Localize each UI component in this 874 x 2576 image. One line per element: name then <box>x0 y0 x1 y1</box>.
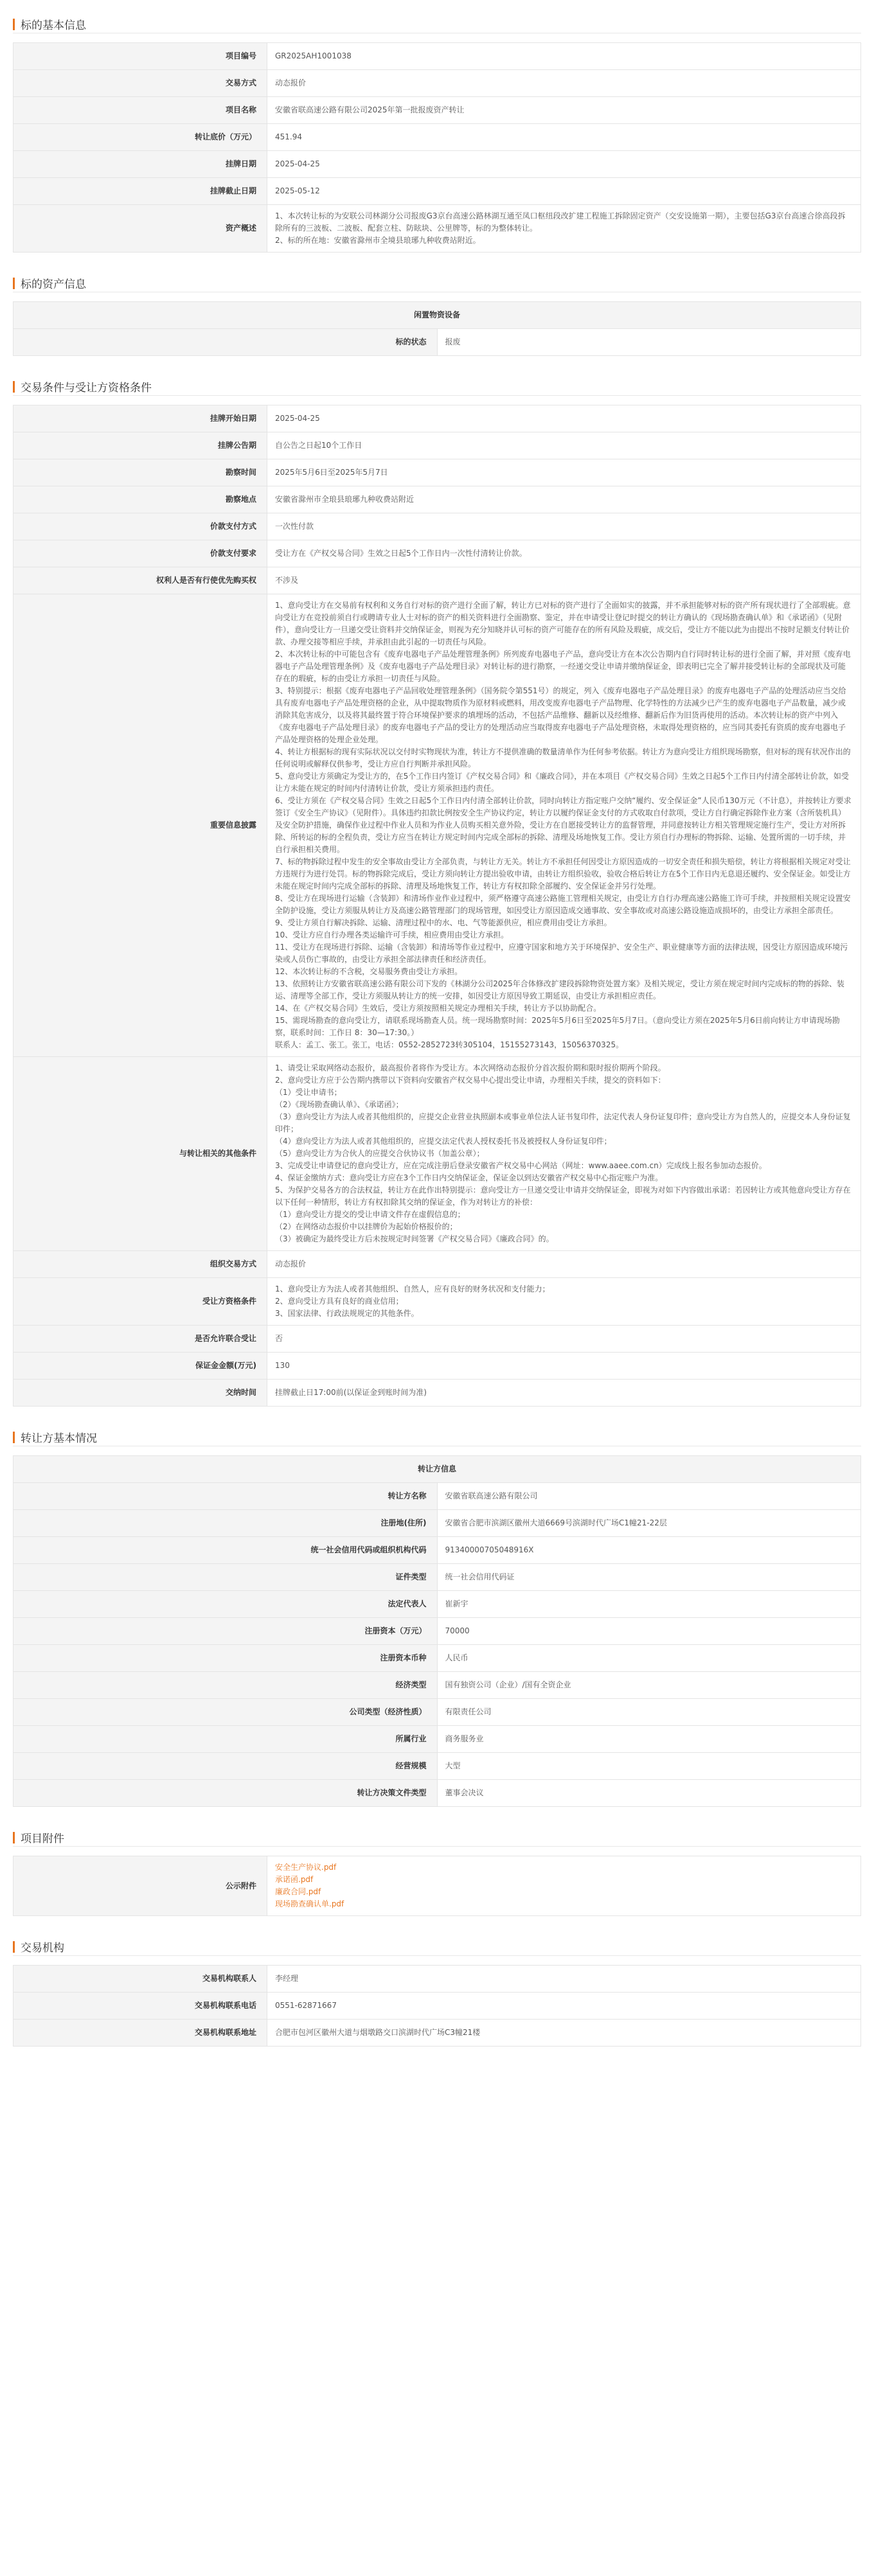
attachment-link[interactable]: 现场勘查确认单.pdf <box>275 1899 344 1908</box>
accent-bar <box>13 1941 15 1953</box>
section-basic-info <box>13 15 861 253</box>
info-row <box>13 2020 861 2047</box>
info-row <box>13 1353 861 1380</box>
field-value: 2025-04-25 <box>267 151 861 178</box>
field-label: 转让方决策文件类型 <box>13 1780 438 1807</box>
caption-row <box>13 1456 861 1483</box>
field-value: 统一社会信用代码证 <box>437 1564 861 1591</box>
field-label: 挂牌开始日期 <box>13 405 267 432</box>
info-row <box>13 1483 861 1510</box>
field-label: 交纳时间 <box>13 1380 267 1407</box>
text-line: 3、完成受让申请登记的意向受让方，应在完成注册后登录安徽省产权交易中心网站（网址：www.aaee.com.cn）完成线上报名参加动态报价。 <box>275 1161 767 1170</box>
text-line: 2、标的所在地：安徽省滁州市全境县琅琊九种收费站附近。 <box>275 236 481 245</box>
info-row <box>13 178 861 205</box>
text-line: （2）《现场勘查确认单》、《承诺函》； <box>275 1100 404 1109</box>
info-row <box>13 1326 861 1353</box>
asset-overview-row <box>13 205 861 253</box>
field-label: 价款支付方式 <box>13 513 267 540</box>
field-label: 交易机构联系地址 <box>13 2020 267 2047</box>
attachment-list <box>267 1856 861 1916</box>
text-line: 1、意向受让方在交易前有权利和义务自行对标的资产进行全面了解，转让方已对标的资产进行了全面如实的披露，并不承担能够对标的资产所有现状进行了全部瑕疵。意向受让方在竞投前须自行或聘请专业人士对标的资产的相关资料进行全面勘察、鉴定，并在申请受让登记时提交的转让方确认的《现场勘查确认单》和《承诺函》（见附件），意向受让方一旦递交受让资料并交纳保证金，则视为充分知晓并认可标的资产可能存在的所有风险及瑕疵，成交后，受让方不能以此为由提出不按时足额支付转让价款、办理交接等相应手续，并承担由此引起的一切责任与风险。 <box>275 601 851 646</box>
field-value: 大型 <box>437 1753 861 1780</box>
qualification-row <box>13 1278 861 1326</box>
text-line: （5）意向受让方为合伙人的应提交合伙协议书（加盖公章）； <box>275 1149 485 1158</box>
text-line: （1）意向受让方提交的受让申请文件存在虚假信息的； <box>275 1210 465 1219</box>
field-label: 标的状态 <box>13 329 438 356</box>
asset-info-table <box>13 301 861 356</box>
text-line: 3、特别提示：根据《废弃电器电子产品回收处理管理条例》（国务院令第551号）的规定，列入《废弃电器电子产品处理目录》的废弃电器电子产品的处理活动应当交给具有废弃电器电子产品处理资格的企业，从中提取物质作为原材料或燃料，用改变废弃电器电子产品物理、化学特性的方法减少已产生的废弃电器电子产品数量，减少或消除其危害成分，以及将其最终置于符合环境保护要求的填埋场的活动，不包括产品维修、翻新以及经维修、翻新后作为旧货再使用的活动。本次转让标的资产中列入《废弃电器电子产品处理目录》的废弃电器电子产品的受让方的处理活动应当取得废弃电器电子产品处理资格，未取得处理资格的，应当同其委托有资质的废弃电器电子产品处理资格的处理企业处理。 <box>275 686 846 744</box>
field-label: 法定代表人 <box>13 1591 438 1618</box>
field-label: 交易机构联系电话 <box>13 1993 267 2020</box>
field-value <box>267 1278 861 1326</box>
text-line: 9、受让方须自行解决拆除、运输、清理过程中的水、电、气等能源供应，相应费用由受让方承担。 <box>275 918 612 927</box>
text-line: 1、本次转让标的为安联公司林湖分公司报废G3京台高速公路林湖互通至凤口枢纽段改扩建工程施工拆除固定资产（交安设施第一期），主要包括G3京台高速合徐高段拆除所有的三波板、二波板、配套立柱、防眩块、公里牌等，标的为整体转让。 <box>275 211 846 233</box>
info-row <box>13 1993 861 2020</box>
field-value: 国有独资公司（企业）/国有全资企业 <box>437 1672 861 1699</box>
field-label: 勘察地点 <box>13 486 267 513</box>
field-value: 一次性付款 <box>267 513 861 540</box>
section-header <box>13 15 861 33</box>
info-row <box>13 1753 861 1780</box>
field-value: 否 <box>267 1326 861 1353</box>
field-label: 权利人是否有行使优先购买权 <box>13 567 267 594</box>
field-value: 2025-04-25 <box>267 405 861 432</box>
transferor-table <box>13 1455 861 1807</box>
info-row <box>13 1564 861 1591</box>
accent-bar <box>13 19 15 30</box>
text-line: 4、保证金缴纳方式：意向受让方应在3个工作日内交纳保证金，保证金以到达安徽省产权交易中心指定账户为准。 <box>275 1173 663 1182</box>
section-header <box>13 378 861 396</box>
info-row <box>13 432 861 459</box>
text-line: 15、需现场勘查的意向受让方，请联系现场勘查人员。统一现场勘察时间：2025年5月6日至2025年5月7日。（意向受让方须在2025年5月6日前向转让方申请现场勘察，联系时间：工作日 8：30—17:30。） <box>275 1016 840 1037</box>
text-line: 14、在《产权交易合同》生效后，受让方须按照相关规定办理相关手续，转让方予以协助配合。 <box>275 1004 602 1013</box>
section-title: 项目附件 <box>21 1833 64 1845</box>
field-value: 2025-05-12 <box>267 178 861 205</box>
text-line: 2、意向受让方具有良好的商业信用； <box>275 1297 404 1306</box>
field-value: 0551-62871667 <box>267 1993 861 2020</box>
text-line: 5、意向受让方须确定为受让方的，在5个工作日内签订《产权交易合同》和《廉政合同》，并在本项目《产权交易合同》生效之日起5个工作日内付清全部转让价款，如受让方未能在规定的时间内付清转让价款，受让方须承担违约责任。 <box>275 772 849 793</box>
important-info-row <box>13 594 861 1057</box>
section-title: 标的基本信息 <box>21 19 86 32</box>
info-row <box>13 70 861 97</box>
info-row <box>13 540 861 567</box>
info-row <box>13 1251 861 1278</box>
field-value: 2025年5月6日至2025年5月7日 <box>267 459 861 486</box>
info-row <box>13 1510 861 1537</box>
field-label: 注册资本币种 <box>13 1645 438 1672</box>
section-title: 标的资产信息 <box>21 278 86 291</box>
field-value: 自公告之日起10个工作日 <box>267 432 861 459</box>
info-row <box>13 151 861 178</box>
exchange-table <box>13 1965 861 2047</box>
field-label: 价款支付要求 <box>13 540 267 567</box>
field-label: 组织交易方式 <box>13 1251 267 1278</box>
info-row <box>13 1726 861 1753</box>
attachments-table <box>13 1856 861 1916</box>
field-label: 证件类型 <box>13 1564 438 1591</box>
field-label: 资产概述 <box>13 205 267 253</box>
field-label: 公示附件 <box>13 1856 267 1916</box>
field-label: 受让方资格条件 <box>13 1278 267 1326</box>
field-label: 公司类型（经济性质） <box>13 1699 438 1726</box>
field-value: 合肥市包河区徽州大道与烟墩路交口滨湖时代广场C3幢21楼 <box>267 2020 861 2047</box>
attachment-link[interactable]: 承诺函.pdf <box>275 1875 314 1884</box>
info-row <box>13 124 861 151</box>
field-label: 挂牌截止日期 <box>13 178 267 205</box>
field-value: 动态报价 <box>267 1251 861 1278</box>
field-label: 统一社会信用代码或组织机构代码 <box>13 1537 438 1564</box>
text-line: （3）意向受让方为法人或者其他组织的，应提交企业营业执照副本或事业单位法人证书复印件，法定代表人身份证复印件；意向受让方为自然人的，应提交本人身份证复印件； <box>275 1112 851 1133</box>
field-value <box>267 1057 861 1251</box>
accent-bar <box>13 381 15 393</box>
field-value: 崔新宇 <box>437 1591 861 1618</box>
trade-conditions-table <box>13 405 861 1407</box>
field-label: 交易机构联系人 <box>13 1966 267 1993</box>
section-attachments <box>13 1829 861 1916</box>
field-value: 91340000705048916X <box>437 1537 861 1564</box>
info-row <box>13 329 861 356</box>
info-row <box>13 97 861 124</box>
info-row <box>13 486 861 513</box>
info-row <box>13 1699 861 1726</box>
info-row <box>13 567 861 594</box>
section-header <box>13 1938 861 1956</box>
info-row <box>13 1780 861 1807</box>
field-value: 挂牌截止日17:00前(以保证金到账时间为准) <box>267 1380 861 1407</box>
field-value: 不涉及 <box>267 567 861 594</box>
field-label: 是否允许联合受让 <box>13 1326 267 1353</box>
field-value: 李经理 <box>267 1966 861 1993</box>
text-line: （1）受让申请书； <box>275 1088 342 1097</box>
text-line: 1、意向受让方为法人或者其他组织、自然人，应有良好的财务状况和支付能力； <box>275 1284 550 1293</box>
text-line: （4）意向受让方为法人或者其他组织的，应提交法定代表人授权委托书及被授权人身份证复印件； <box>275 1137 612 1146</box>
field-label: 注册地(住所) <box>13 1510 438 1537</box>
text-line: 5、为保护交易各方的合法权益，转让方在此作出特别提示：意向受让方一旦递交受让申请并交纳保证金，即视为对如下内容做出承诺：若因转让方或其他意向受让方存在以下任何一种情形，转让方有权扣除其交纳的保证金，作为对转让方的补偿： <box>275 1186 851 1207</box>
other-conditions-row <box>13 1057 861 1251</box>
section-asset-info <box>13 274 861 356</box>
field-label: 挂牌公告期 <box>13 432 267 459</box>
info-row <box>13 459 861 486</box>
text-line: 13、依照转让方安徽省联高速公路有限公司下发的《林湖分公司2025年合体修改扩建段拆除物资处置方案》及相关规定，受让方须在规定时间内完成标的物的拆除、装运、清理等全部工作，受让方须服从转让方的统一安排，如因受让方原因导致工期延误，由受让方承担相应责任。 <box>275 979 844 1000</box>
field-label: 项目名称 <box>13 97 267 124</box>
field-value: 受让方在《产权交易合同》生效之日起5个工作日内一次性付清转让价款。 <box>267 540 861 567</box>
field-value: GR2025AH1001038 <box>267 43 861 70</box>
table-caption: 转让方信息 <box>13 1456 861 1483</box>
field-value: 有限责任公司 <box>437 1699 861 1726</box>
field-value <box>267 594 861 1057</box>
text-line: 10、受让方应自行办理各类运输许可手续，相应费用由受让方承担。 <box>275 930 509 939</box>
section-title: 交易条件与受让方资格条件 <box>21 382 152 395</box>
info-row <box>13 1380 861 1407</box>
info-row <box>13 1618 861 1645</box>
section-trade-conditions <box>13 378 861 1407</box>
field-value: 动态报价 <box>267 70 861 97</box>
text-line: 3、国家法律、行政法规规定的其他条件。 <box>275 1309 419 1318</box>
info-row <box>13 1966 861 1993</box>
field-label: 项目编号 <box>13 43 267 70</box>
field-label: 转让方名称 <box>13 1483 438 1510</box>
field-value: 451.94 <box>267 124 861 151</box>
section-title: 转让方基本情况 <box>21 1432 97 1445</box>
text-line: 7、标的物拆除过程中发生的安全事故由受让方全部负责，与转让方无关。转让方不承担任何因受让方原因造成的一切安全责任和损失赔偿，转让方将根据相关规定对受让方违规行为进行处罚。标的物拆除完成后，受让方须向转让方提出验收申请，由转让方组织验收，验收合格后转让方在5个工作日内无息退还履约、安全保证金。如受让方未能在规定时间内完成全部标的拆除、清理及场地恢复工作，转让方有权扣除全部履约、安全保证金并另行处理。 <box>275 857 851 891</box>
accent-bar <box>13 1432 15 1443</box>
info-row <box>13 405 861 432</box>
basic-info-table <box>13 42 861 253</box>
field-label: 与转让相关的其他条件 <box>13 1057 267 1251</box>
field-value <box>267 205 861 253</box>
text-line: 2、意向受让方应于公告期内携带以下资料向安徽省产权交易中心提出受让申请，办理相关手续，提交的资料如下： <box>275 1076 666 1085</box>
field-value: 安徽省合肥市滨湖区徽州大道6669号滨湖时代广场C1幢21-22层 <box>437 1510 861 1537</box>
field-value: 安徽省联高速公路有限公司2025年第一批报废资产转让 <box>267 97 861 124</box>
field-value: 安徽省联高速公路有限公司 <box>437 1483 861 1510</box>
field-label: 经济类型 <box>13 1672 438 1699</box>
text-line: （2）在网络动态报价中以挂牌价为起始价格报价的； <box>275 1222 458 1231</box>
info-row <box>13 1672 861 1699</box>
field-label: 转让底价（万元） <box>13 124 267 151</box>
info-row <box>13 1645 861 1672</box>
field-label: 保证金金额(万元) <box>13 1353 267 1380</box>
text-line: 1、请受让采取网络动态报价，最高报价者将作为受让方。本次网络动态报价分首次报价期和限时报价期两个阶段。 <box>275 1063 666 1072</box>
section-header <box>13 1428 861 1446</box>
field-value: 董事会决议 <box>437 1780 861 1807</box>
section-header <box>13 274 861 292</box>
attachment-link[interactable]: 廉政合同.pdf <box>275 1887 321 1896</box>
attachment-link[interactable]: 安全生产协议.pdf <box>275 1863 337 1872</box>
accent-bar <box>13 1832 15 1843</box>
text-line: （3）被确定为最终受让方后未按规定时间签署《产权交易合同》《廉政合同》的。 <box>275 1234 554 1243</box>
table-caption: 闲置物资设备 <box>13 302 861 329</box>
info-row <box>13 1591 861 1618</box>
caption-row <box>13 302 861 329</box>
text-line: 6、受让方须在《产权交易合同》生效之日起5个工作日内付清全部转让价款，同时向转让方指定账户交纳“履约、安全保证金”人民币130万元（不计息），并按转让方要求签订《安全生产协议》（见附件）。具体违约扣款比例按安全生产协议约定，转让方以履约保证金支付的方式收取自付款项，受让方自行确定拆除作业方案（含所装机具）及安全防护措施，确保作业过程中作业人员和为作业人员购买相关意外险，受让方在自愿接受转让方的监督管理，并同意按转让方相关管理规定施行生产，受让方对所拆除、所转运的标的全程负责，受让方应当在转让方规定时间内完成全部标的拆除、清理及场地恢复工作。受让方须自行办理标的物拆除、运输、处置所需的一切手续，并自行承担相关费用。 <box>275 796 852 854</box>
section-transferor <box>13 1428 861 1807</box>
field-label: 交易方式 <box>13 70 267 97</box>
text-line: 2、本次转让标的中可能包含有《废弃电器电子产品处理管理条例》所列废弃电器电子产品，意向受让方在本次公告期内自行同时转让标的进行全面了解，并对照《废弃电器电子产品处理管理条例》及《废弃电器电子产品处理目录》对转让标的进行勘察，一经递交受让申请并缴纳保证金，即表明已完全了解并接受转让标的全部现状及可能存在的瑕疵，标的由受让方承担一切责任与风险。 <box>275 650 851 683</box>
info-row <box>13 43 861 70</box>
section-title: 交易机构 <box>21 1942 64 1955</box>
field-label: 经营规模 <box>13 1753 438 1780</box>
field-value: 报废 <box>437 329 861 356</box>
field-label: 勘察时间 <box>13 459 267 486</box>
text-line: 4、转让方根据标的现有实际状况以交付时实物现状为准，转让方不提供准确的数量清单作为任何参考依据。转让方为意向受让方组织现场勘察，但对标的现有状况作出的任何说明或解释仅供参考，受让方应自行判断并承担风险。 <box>275 747 851 768</box>
text-line: 11、受让方在现场进行拆除、运输（含装卸）和清场等作业过程中，应遵守国家和地方关于环境保护、安全生产、职业健康等方面的法律法规，因受让方原因造成环境污染或人员伤亡事故的，由受让方承担全部法律责任和经济责任。 <box>275 943 848 964</box>
field-label: 所属行业 <box>13 1726 438 1753</box>
field-label: 挂牌日期 <box>13 151 267 178</box>
info-row <box>13 513 861 540</box>
field-value: 安徽省滁州市全琅县琅琊九种收费站附近 <box>267 486 861 513</box>
text-line: 12、本次转让标的不含税，交易服务费由受让方承担。 <box>275 967 463 976</box>
section-header <box>13 1829 861 1847</box>
info-row <box>13 1537 861 1564</box>
text-line: 8、受让方在现场进行运输（含装卸）和清场作业作业过程中，须严格遵守高速公路施工管理相关规定，由受让方自行办理高速公路施工许可手续，并按照相关规定设置安全防护设施，受让方须服从转让方及高速公路管理部门的现场管理，如因受让方原因造成交通事故、安全事故或对高速公路设施造成损坏的，由受让方承担全部责任。 <box>275 894 851 915</box>
field-label: 重要信息披露 <box>13 594 267 1057</box>
field-value: 人民币 <box>437 1645 861 1672</box>
text-line: 联系人：孟工、张工。张工，电话：0552-2852723转305104，15155273143，15056370325。 <box>275 1040 624 1049</box>
accent-bar <box>13 278 15 289</box>
field-value: 70000 <box>437 1618 861 1645</box>
field-label: 注册资本（万元） <box>13 1618 438 1645</box>
field-value: 130 <box>267 1353 861 1380</box>
field-value: 商务服务业 <box>437 1726 861 1753</box>
section-exchange <box>13 1938 861 2047</box>
